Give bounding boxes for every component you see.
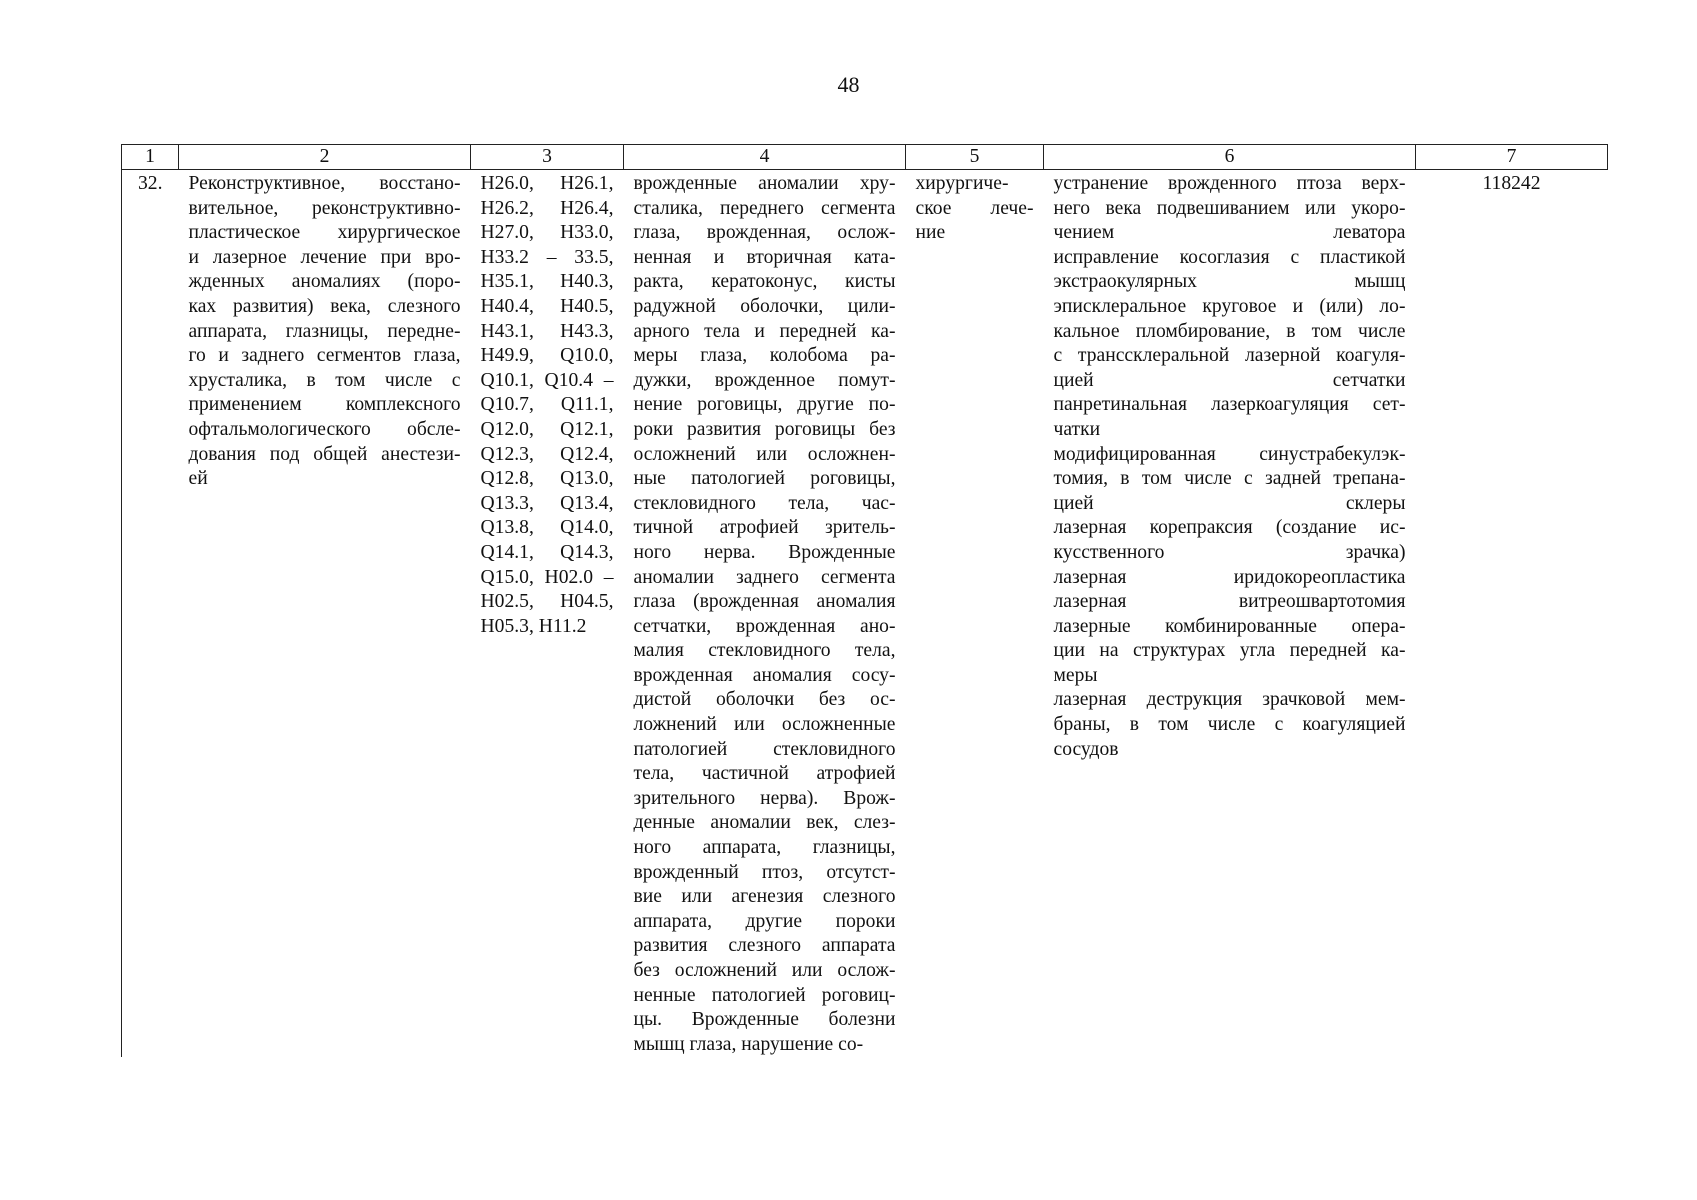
text-line: Q12.8, Q13.0,: [480, 468, 614, 490]
column-header-1: 1: [122, 145, 179, 170]
text-line: ного нерва. Врожденные: [633, 541, 896, 563]
text-line: Q10.7, Q11.1,: [480, 394, 614, 416]
column-header-3: 3: [471, 145, 624, 170]
column-header-7: 7: [1416, 145, 1608, 170]
text-line: дования под общей анестези-: [188, 443, 461, 465]
text-line: панретинальная лазеркоагуляция сет-: [1053, 394, 1406, 416]
text-line: го и заднего сегментов глаза,: [188, 345, 461, 367]
text-line: стекловидного тела, час-: [633, 492, 896, 514]
text-line: сосудов: [1053, 738, 1119, 760]
text-line: глаза (врожденная аномалия: [633, 591, 896, 613]
text-line: меры глаза, колобома ра-: [633, 345, 896, 367]
column-header-6: 6: [1044, 145, 1416, 170]
treatment-type-cell: [906, 170, 1044, 1058]
text-line: кальное пломбирование, в том числе: [1053, 320, 1406, 342]
text-line: H26.0, H26.1,: [480, 173, 614, 194]
text-line: лазерные комбинированные опера-: [1053, 615, 1406, 637]
text-line: Q15.0, H02.0 –: [480, 566, 614, 588]
text-line: чением леватора: [1053, 222, 1406, 244]
text-line: чатки: [1053, 418, 1101, 440]
text-line: него века подвешиванием или укоро-: [1053, 197, 1406, 219]
text-line: ного аппарата, глазницы,: [633, 837, 896, 859]
text-line: и лазерное лечение при вро-: [188, 246, 461, 268]
text-line: H43.1, H43.3,: [480, 320, 614, 342]
text-line: ненная и вторичная ката-: [633, 246, 896, 268]
text-line: H33.2 – 33.5,: [480, 246, 614, 268]
cost-norm: 118242: [1482, 173, 1541, 194]
text-line: экстраокулярных мышц: [1053, 271, 1406, 293]
column-numbers-header: [122, 145, 1608, 170]
text-line: мышц глаза, нарушение со-: [633, 1033, 864, 1055]
text-line: ние: [915, 222, 946, 244]
text-line: ции на структурах угла передней ка-: [1053, 640, 1406, 662]
text-line: кусственного зрачка): [1053, 541, 1406, 563]
text-line: ные патологией роговицы,: [633, 468, 896, 490]
text-line: меры: [1053, 664, 1098, 686]
column-header-4: 4: [624, 145, 906, 170]
text-line: Реконструктивное, восстано-: [188, 173, 461, 194]
service-name: [189, 172, 461, 492]
treatment-methods: [1054, 172, 1406, 762]
page-number: 48: [837, 72, 860, 97]
text-line: томия, в том числе с задней трепана-: [1053, 468, 1406, 490]
text-line: денные аномалии век, слез-: [633, 812, 896, 834]
text-line: тела, частичной атрофией: [633, 763, 896, 785]
text-line: Q10.1, Q10.4 –: [480, 369, 614, 391]
column-header-5: 5: [906, 145, 1044, 170]
text-line: ненные патологией роговиц-: [633, 984, 896, 1006]
text-line: ракта, кератоконус, кисты: [633, 271, 896, 293]
text-line: врожденные аномалии хру-: [633, 173, 896, 194]
text-line: H05.3, H11.2: [480, 615, 587, 637]
text-line: дистой оболочки без ос-: [633, 689, 896, 711]
text-line: исправление косоглазия с пластикой: [1053, 246, 1406, 268]
text-line: сталика, переднего сегмента: [633, 197, 896, 219]
text-line: Q12.0, Q12.1,: [480, 418, 614, 440]
text-line: устранение врожденного птоза верх-: [1053, 173, 1406, 194]
text-line: применением комплексного: [188, 394, 461, 416]
text-line: сетчатки, врожденная ано-: [633, 615, 896, 637]
text-line: патологией стекловидного: [633, 738, 896, 760]
text-line: хрусталика, в том числе с: [188, 369, 461, 391]
text-line: развития слезного аппарата: [633, 935, 896, 957]
text-line: пластическое хирургическое: [188, 222, 461, 244]
text-line: осложнений или осложнен-: [633, 443, 896, 465]
text-line: аппарата, глазницы, передне-: [188, 320, 461, 342]
column-header-2: 2: [179, 145, 471, 170]
text-line: тичной атрофией зритель-: [633, 517, 896, 539]
text-line: вие или агенезия слезного: [633, 886, 896, 908]
icd-codes-cell: [471, 170, 624, 1058]
text-line: радужной оболочки, цили-: [633, 295, 896, 317]
text-line: H35.1, H40.3,: [480, 271, 614, 293]
patient-model-cell: [624, 170, 906, 1058]
text-line: нение роговицы, другие по-: [633, 394, 896, 416]
text-line: зрительного нерва). Врож-: [633, 787, 896, 809]
text-line: без осложнений или ослож-: [633, 960, 896, 981]
text-line: врожденный птоз, отсутст-: [633, 861, 896, 883]
text-line: Q14.1, Q14.3,: [480, 541, 614, 563]
row-number: 32.: [122, 170, 179, 1058]
text-line: жденных аномалиях (поро-: [188, 271, 461, 293]
text-line: эписклеральное круговое и (или) ло-: [1053, 295, 1406, 317]
text-line: Q12.3, Q12.4,: [480, 443, 614, 465]
text-line: цией сетчатки: [1053, 369, 1406, 391]
text-line: браны, в том числе с коагуляцией: [1053, 714, 1406, 736]
text-line: ское лече-: [915, 197, 1034, 219]
service-name-cell: [179, 170, 471, 1058]
services-table: [121, 144, 1608, 1057]
text-line: лазерная иридокореопластика: [1053, 566, 1406, 588]
text-line: Q13.8, Q14.0,: [480, 517, 614, 539]
text-line: ках развития) века, слезного: [188, 295, 461, 317]
text-line: лазерная деструкция зрачковой мем-: [1053, 689, 1406, 711]
text-line: арного тела и передней ка-: [633, 320, 896, 342]
text-line: цией склеры: [1053, 492, 1406, 514]
text-line: роки развития роговицы без: [633, 418, 896, 440]
text-line: H49.9, Q10.0,: [480, 345, 614, 367]
text-line: H02.5, H04.5,: [480, 591, 614, 613]
text-line: с транссклеральной лазерной коагуля-: [1053, 345, 1406, 367]
text-line: лазерная витреошвартотомия: [1053, 591, 1406, 613]
text-line: аномалии заднего сегмента: [633, 566, 896, 588]
table-row: [122, 170, 1608, 1058]
text-line: лазерная корепраксия (создание ис-: [1053, 517, 1406, 539]
text-line: дужки, врожденное помут-: [633, 369, 896, 391]
patient-model: [634, 172, 896, 1057]
text-line: глаза, врожденная, ослож-: [633, 222, 896, 244]
text-line: H40.4, H40.5,: [480, 295, 614, 317]
text-line: модифицированная синустрабекулэк-: [1053, 443, 1406, 465]
text-line: цы. Врожденные болезни: [633, 1009, 896, 1031]
text-line: офтальмологического обсле-: [188, 418, 461, 440]
text-line: H26.2, H26.4,: [480, 197, 614, 219]
icd-codes: [481, 172, 614, 639]
treatment-type: [916, 172, 1034, 246]
text-line: врожденная аномалия сосу-: [633, 664, 896, 686]
treatment-methods-cell: [1044, 170, 1416, 1058]
text-line: ей: [188, 468, 208, 490]
text-line: ложнений или осложненные: [633, 714, 896, 736]
text-line: хирургиче-: [915, 173, 1009, 194]
text-line: вительное, реконструктивно-: [188, 197, 461, 219]
text-line: аппарата, другие пороки: [633, 910, 896, 932]
text-line: малия стекловидного тела,: [633, 640, 896, 662]
text-line: H27.0, H33.0,: [480, 222, 614, 244]
text-line: Q13.3, Q13.4,: [480, 492, 614, 514]
